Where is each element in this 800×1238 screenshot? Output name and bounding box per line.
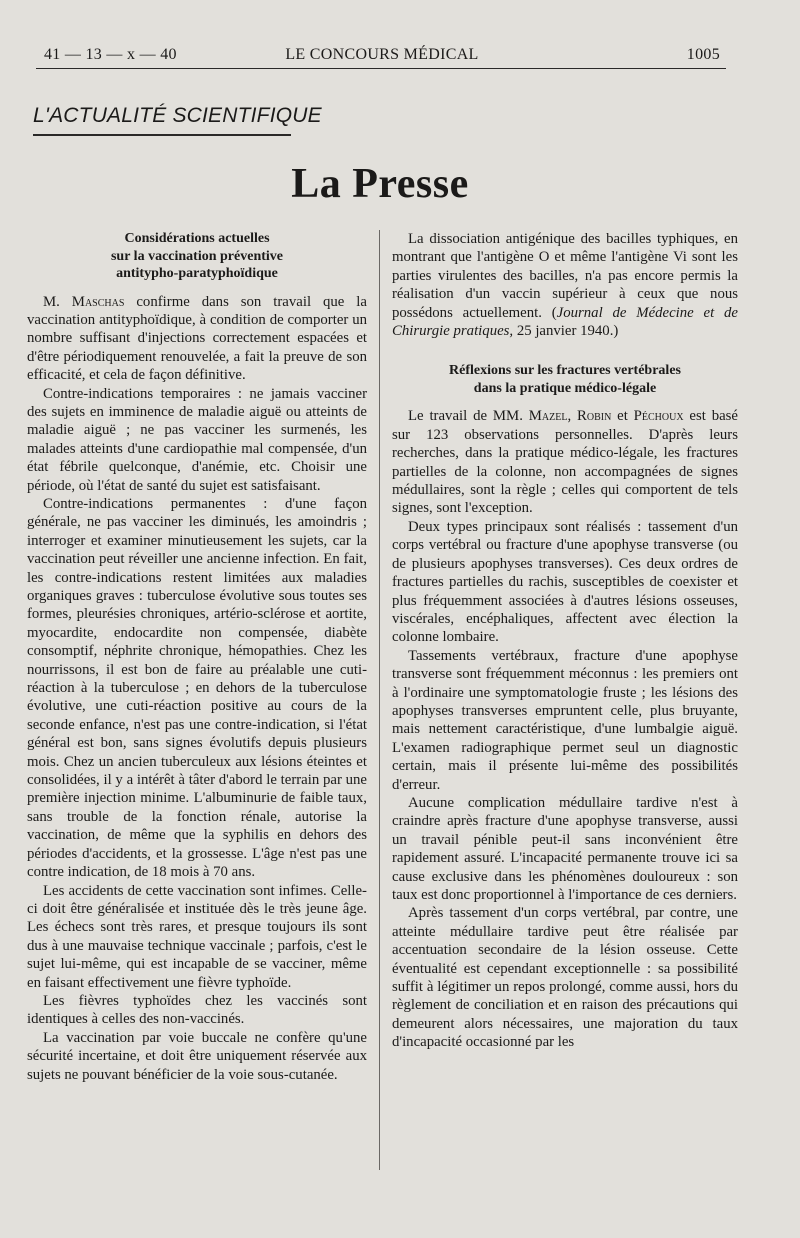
- section-rule: [33, 134, 291, 136]
- journal-name: LE CONCOURS MÉDICAL: [285, 46, 479, 63]
- section-heading: L'ACTUALITÉ SCIENTIFIQUE: [33, 104, 322, 127]
- text-run: La dissociation antigénique des bacilles typhiques, en montrant que l'antigène O et même l'antigène Vi sont les parties virulentes des bacilles, n'a pas encore permis la réalisation d'un vaccin supérieur à ceux que nous possédons actuellement. (: [392, 231, 738, 321]
- article-1-title-line: Considérations actuelles: [124, 231, 270, 246]
- author-names: Mazel, Robin: [528, 408, 612, 425]
- article-2-title: [392, 362, 738, 397]
- article-2-paragraph: Tassements vertébraux, fracture d'une apophyse transverse sont fréquemment méconnus : les premiers ont à l'ordinaire une symptomatologie fruste ; les lésions des apophyses transverses empruntent celle, plus bruyante, mais nettement caractéristique, d'une lumbalgie aiguë. L'examen radiographique permet seul un diagnostic certain, mais il présente lui-même des possibilités d'erreur.: [392, 647, 738, 793]
- running-header: [44, 46, 720, 68]
- text-run: M.: [43, 293, 72, 310]
- author-name: Péchoux: [633, 408, 684, 425]
- article-2-title-line: Réflexions sur les fractures vertébrales: [449, 363, 681, 379]
- article-1-title-line: antitypho-paratyphoïdique: [116, 266, 278, 281]
- left-column: [27, 230, 367, 1084]
- article-1-paragraph: La vaccination par voie buccale ne confère qu'une sécurité incertaine, et doit être uniquement réservée aux sujets ne pouvant bénéficier de la voie sous-cutanée.: [27, 1029, 367, 1083]
- article-2-paragraph: Après tassement d'un corps vertébral, par contre, une atteinte médullaire tardive peut être réalisée par accentuation secondaire de la lésion osseuse. Cette éventualité est cependant exceptionnelle : sa possibilité suffit à légitimer un repos prolongé, comme aussi, hors du règlement de conciliation et en raison des précautions qui demeurent alors nécessaires, une majoration du taux d'incapacité occasionné par les: [392, 905, 738, 1051]
- article-2-paragraph: [392, 407, 738, 517]
- text-run: confirme dans son travail que la vaccination antityphoïdique, à condition de comporter un nombre suffisant d'injections correctement espacées et d'être périodiquement renouvelée, a fait la preuve de son efficacité, et cela de façon définitive.: [27, 293, 367, 384]
- author-name: Maschas: [71, 293, 125, 310]
- header-rule: [36, 68, 726, 69]
- article-1-paragraph: Les accidents de cette vaccination sont infimes. Celle-ci doit être généralisée et instituée dès le très jeune âge. Les échecs sont très rares, et presque toujours ils sont dus à une mauvaise technique vaccinale ; parfois, c'est le sujet lui-même, qui est incapable de se vacciner, même en faisant effectivement une fièvre typhoïde.: [27, 882, 367, 991]
- right-column: [392, 230, 738, 1052]
- article-1-paragraph: Les fièvres typhoïdes chez les vaccinés sont identiques à celles des non-vaccinés.: [27, 992, 367, 1028]
- article-2-paragraph: Aucune complication médullaire tardive n'est à craindre après fracture d'une apophyse transverse, aussi un travail pénible peut-il sans inconvénient être rapidement assuré. L'incapacité permanente trouve ici sa cause exclusive dans les phénomènes douloureux : son taux est donc proportionnel à l'importance de ces derniers.: [392, 794, 738, 903]
- article-2-title-line: dans la pratique médico-légale: [473, 380, 657, 396]
- text-run: 25 janvier 1940.): [513, 323, 619, 340]
- page-title: La Presse: [291, 161, 469, 207]
- article-1-paragraph: [392, 230, 738, 340]
- column-divider: [379, 230, 380, 1170]
- article-2-paragraph: Deux types principaux sont réalisés : tassement d'un corps vertébral ou fracture d'une apophyse transverse (ou de plusieurs apophyses transverses). Ces deux ordres de fractures partielles du rachis, susceptibles de coexister et plus fréquemment associées à d'autres lésions osseuses, viscérales, encéphaliques, affectent avec élection la colonne lombaire.: [392, 518, 738, 646]
- article-1-paragraph: Contre-indications permanentes : d'une façon générale, ne pas vacciner les diminués, les amoindris ; interroger et examiner minutieusement les sujets, car la vaccination peut réveiller une ancienne infection. En fait, les contre-indications restent limitées aux maladies organiques graves : tuberculose évolutive sous toutes ses formes, pleurésies chroniques, artério-sclérose et aortite, myocardite, endocardite non compensée, diabète consomptif, néphrite chronique, hémopathies. Chez les nourrissons, il est bon de faire au préalable une cuti-réaction à la tuberculose ; en dehors de la tuberculose évolutive, une cuti-réaction positive au cours de la seconde enfance, n'est pas une contre-indication, si l'état général est bon, sans signes évolutifs depuis plusieurs mois. Chez un ancien tuberculeux aux lésions éteintes et consolidées, il y a intérêt à tâter d'abord le terrain par une première injection minime. L'albuminurie de faible taux, sans trouble de la fonction rénale, autorise la vaccination, de même que la syphilis en dehors des périodes d'accidents, et la grossesse. L'âge n'est pas une contre indication, de 18 mois à 70 ans.: [27, 495, 367, 881]
- page-number: 1005: [686, 46, 720, 63]
- article-1-title-line: sur la vaccination préventive: [110, 248, 283, 264]
- text-run: et: [611, 408, 634, 425]
- article-1-title: [27, 230, 367, 283]
- article-1-paragraph: [27, 293, 367, 385]
- issue-date: 41 — 13 — x — 40: [44, 46, 177, 63]
- text-run: est basé sur 123 observations personnelles. D'après leurs recherches, dans la pratique médico-légale, les fractures partielles de la colonne, non accompagnées de signes médullaires, sont la règle ; celles qui comportent de tels signes, sont l'exception.: [392, 408, 738, 517]
- spacer: [392, 340, 738, 362]
- source-citation: Journal de Médecine et de Chirurgie pratiques,: [392, 304, 738, 340]
- text-run: Le travail de MM.: [408, 408, 529, 425]
- article-1-paragraph: Contre-indications temporaires : ne jamais vacciner des sujets en imminence de maladie aiguë ou atteints de maladie aiguë ; ne pas vacciner les surmenés, les malades atteints d'une cardiopathie mal compensée, d'un état fébrile quelconque, d'anémie, etc. Choisir une période, où l'état de santé du sujet est satisfaisant.: [27, 385, 367, 494]
